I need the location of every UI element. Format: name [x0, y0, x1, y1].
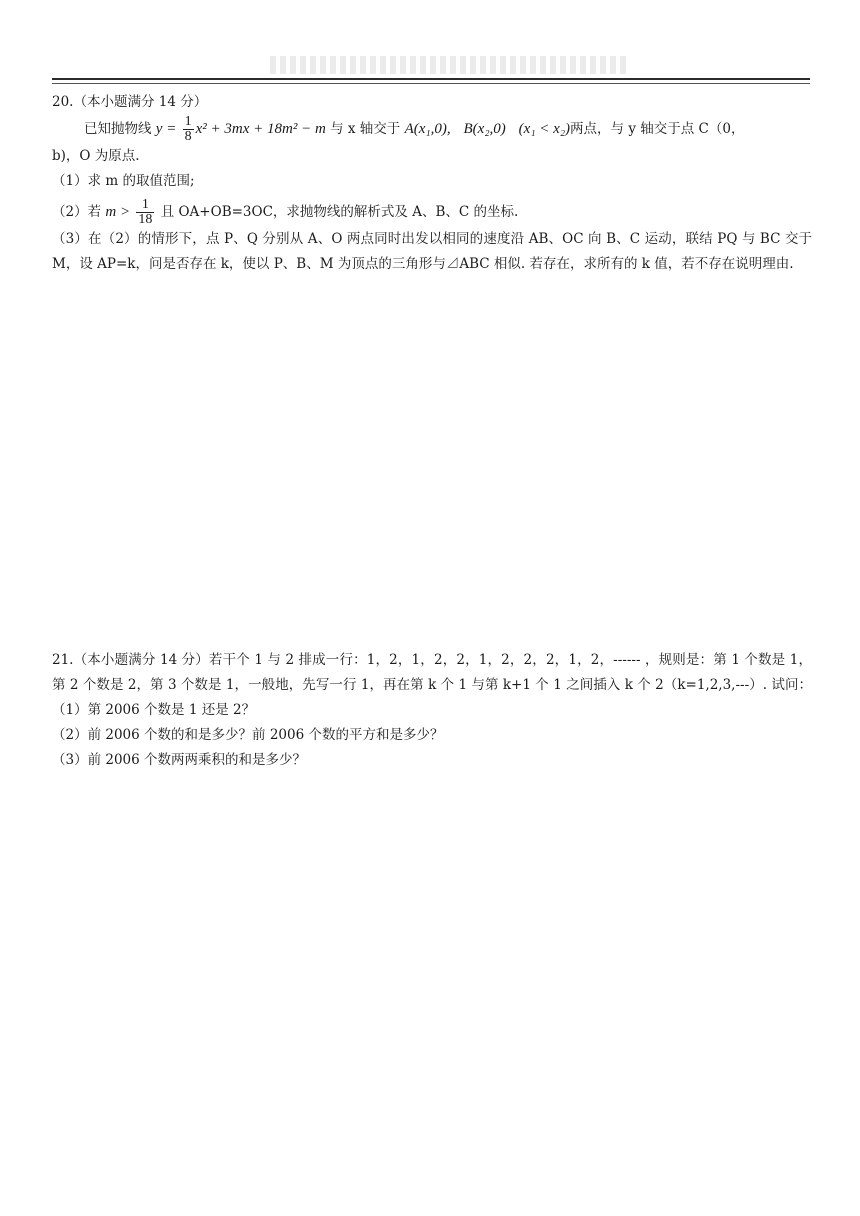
fraction-one-eighth: $\frac{1}{8}$	[184, 114, 192, 144]
fraction-one-eighteenth: $\frac{1}{18}$	[138, 197, 153, 227]
equation-y: y =	[155, 121, 177, 137]
question-21-stem: 21.（本小题满分 14 分）若干个 1 与 2 排成一行：1，2，1，2，2，1，2，2，2，1，2，------ ，规则是：第 1 个数是 1，第 2 个数是 2，第 3 个数是 1，一般地，先写一行 1，再在第 k 个 1 与第 k+1 个 1 之间插入 k 个 2（k=1,2,3,---）. 试问：（1）第 2006 个数是 1 还是 2？	[52, 652, 812, 718]
question-21-part-2: （2）前 2006 个数的和是多少？前 2006 个数的平方和是多少？	[52, 727, 444, 743]
header-watermark	[270, 56, 630, 74]
condition-x1-lt-x2: (x₁ < x₂)	[518, 121, 571, 137]
question-21	[52, 648, 812, 773]
question-20-stem	[52, 115, 812, 144]
stem-text-mid: 与 x 轴交于	[330, 121, 401, 137]
question-20-title: 20.（本小题满分 14 分）	[52, 94, 208, 110]
point-b: B(x₂,0)	[463, 121, 506, 137]
inequality-m: m >	[105, 204, 131, 220]
question-21-part-3: （3）前 2006 个数两两乘积的和是多少？	[52, 752, 307, 768]
stem-text-post: 两点，与 y 轴交于点 C（0，	[570, 121, 745, 137]
equation-rest: x² + 3mx + 18m² − m	[195, 121, 326, 137]
header-rule	[52, 78, 810, 84]
question-20-part-2: （2）若 m > $\frac{1}{18}$ 且 OA+OB=3OC，求抛物线的解析式及 A、B、C 的坐标.	[52, 197, 519, 227]
question-20-stem-cont: b)，O 为原点.	[52, 148, 140, 164]
question-20-part-3: （3）在（2）的情形下，点 P、Q 分别从 A、O 两点同时出发以相同的速度沿 AB、OC 向 B、C 运动，联结 PQ 与 BC 交于 M，设 AP=k，问是否存在 k，使以 P、B、M 为顶点的三角形与⊿ABC 相似. 若存在，求所有的 k 值，若不存在说明理由.	[52, 231, 812, 272]
stem-text: 已知抛物线	[84, 121, 152, 137]
question-20-part-1: （1）求 m 的取值范围;	[52, 173, 195, 189]
point-a: A(x₁,0),	[404, 121, 451, 137]
question-20	[52, 90, 812, 277]
